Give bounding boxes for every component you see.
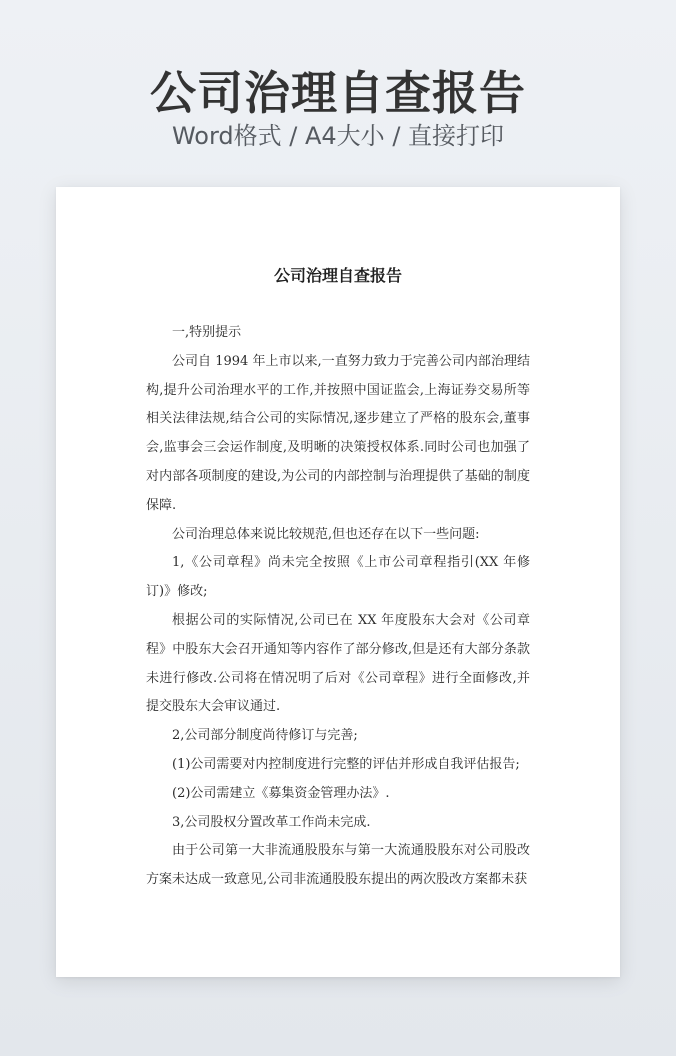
document-body bbox=[146, 319, 530, 895]
sub-list-item: (2)公司需建立《募集资金管理办法》. bbox=[172, 785, 390, 801]
paragraph: 公司自 1994 年上市以来,一直努力致力于完善公司内部治理结构,提升公司治理水平的工作,并按照中国证监会,上海证券交易所等相关法律法规,结合公司的实际情况,逐步建立了严格的股东会,董事会,监事会三会运作制度,及明晰的决策授权体系.同时公司也加强了对内部各项制度的建设,为公司的内部控制与治理提供了基础的制度保障. bbox=[146, 353, 530, 513]
document-page bbox=[56, 187, 620, 977]
list-item: 2,公司部分制度尚待修订与完善; bbox=[172, 728, 358, 744]
paragraph: 公司治理总体来说比较规范,但也还存在以下一些问题: bbox=[172, 526, 480, 542]
section-heading: 一,特别提示 bbox=[172, 325, 242, 340]
document-title: 公司治理自查报告 bbox=[273, 266, 402, 285]
page-title: 公司治理自查报告 bbox=[150, 66, 526, 120]
page-header bbox=[0, 0, 676, 180]
list-item: 1,《公司章程》尚未完全按照《上市公司章程指引(XX 年修订)》修改; bbox=[146, 555, 530, 600]
paragraph: 根据公司的实际情况,公司已在 XX 年度股东大会对《公司章程》中股东大会召开通知等内容作了部分修改,但是还有大部分条款未进行修改.公司将在情况明了后对《公司章程》进行全面修改,并提交股东大会审议通过. bbox=[146, 612, 530, 715]
list-item: 3,公司股权分置改革工作尚未完成. bbox=[172, 814, 371, 830]
sub-list-item: (1)公司需要对内控制度进行完整的评估并形成自我评估报告; bbox=[172, 756, 520, 772]
page-subtitle: Word格式 / A4大小 / 直接打印 bbox=[171, 122, 505, 150]
paragraph: 由于公司第一大非流通股股东与第一大流通股股东对公司股改方案未达成一致意见,公司非流通股股东提出的两次股改方案都未获 bbox=[146, 843, 530, 888]
